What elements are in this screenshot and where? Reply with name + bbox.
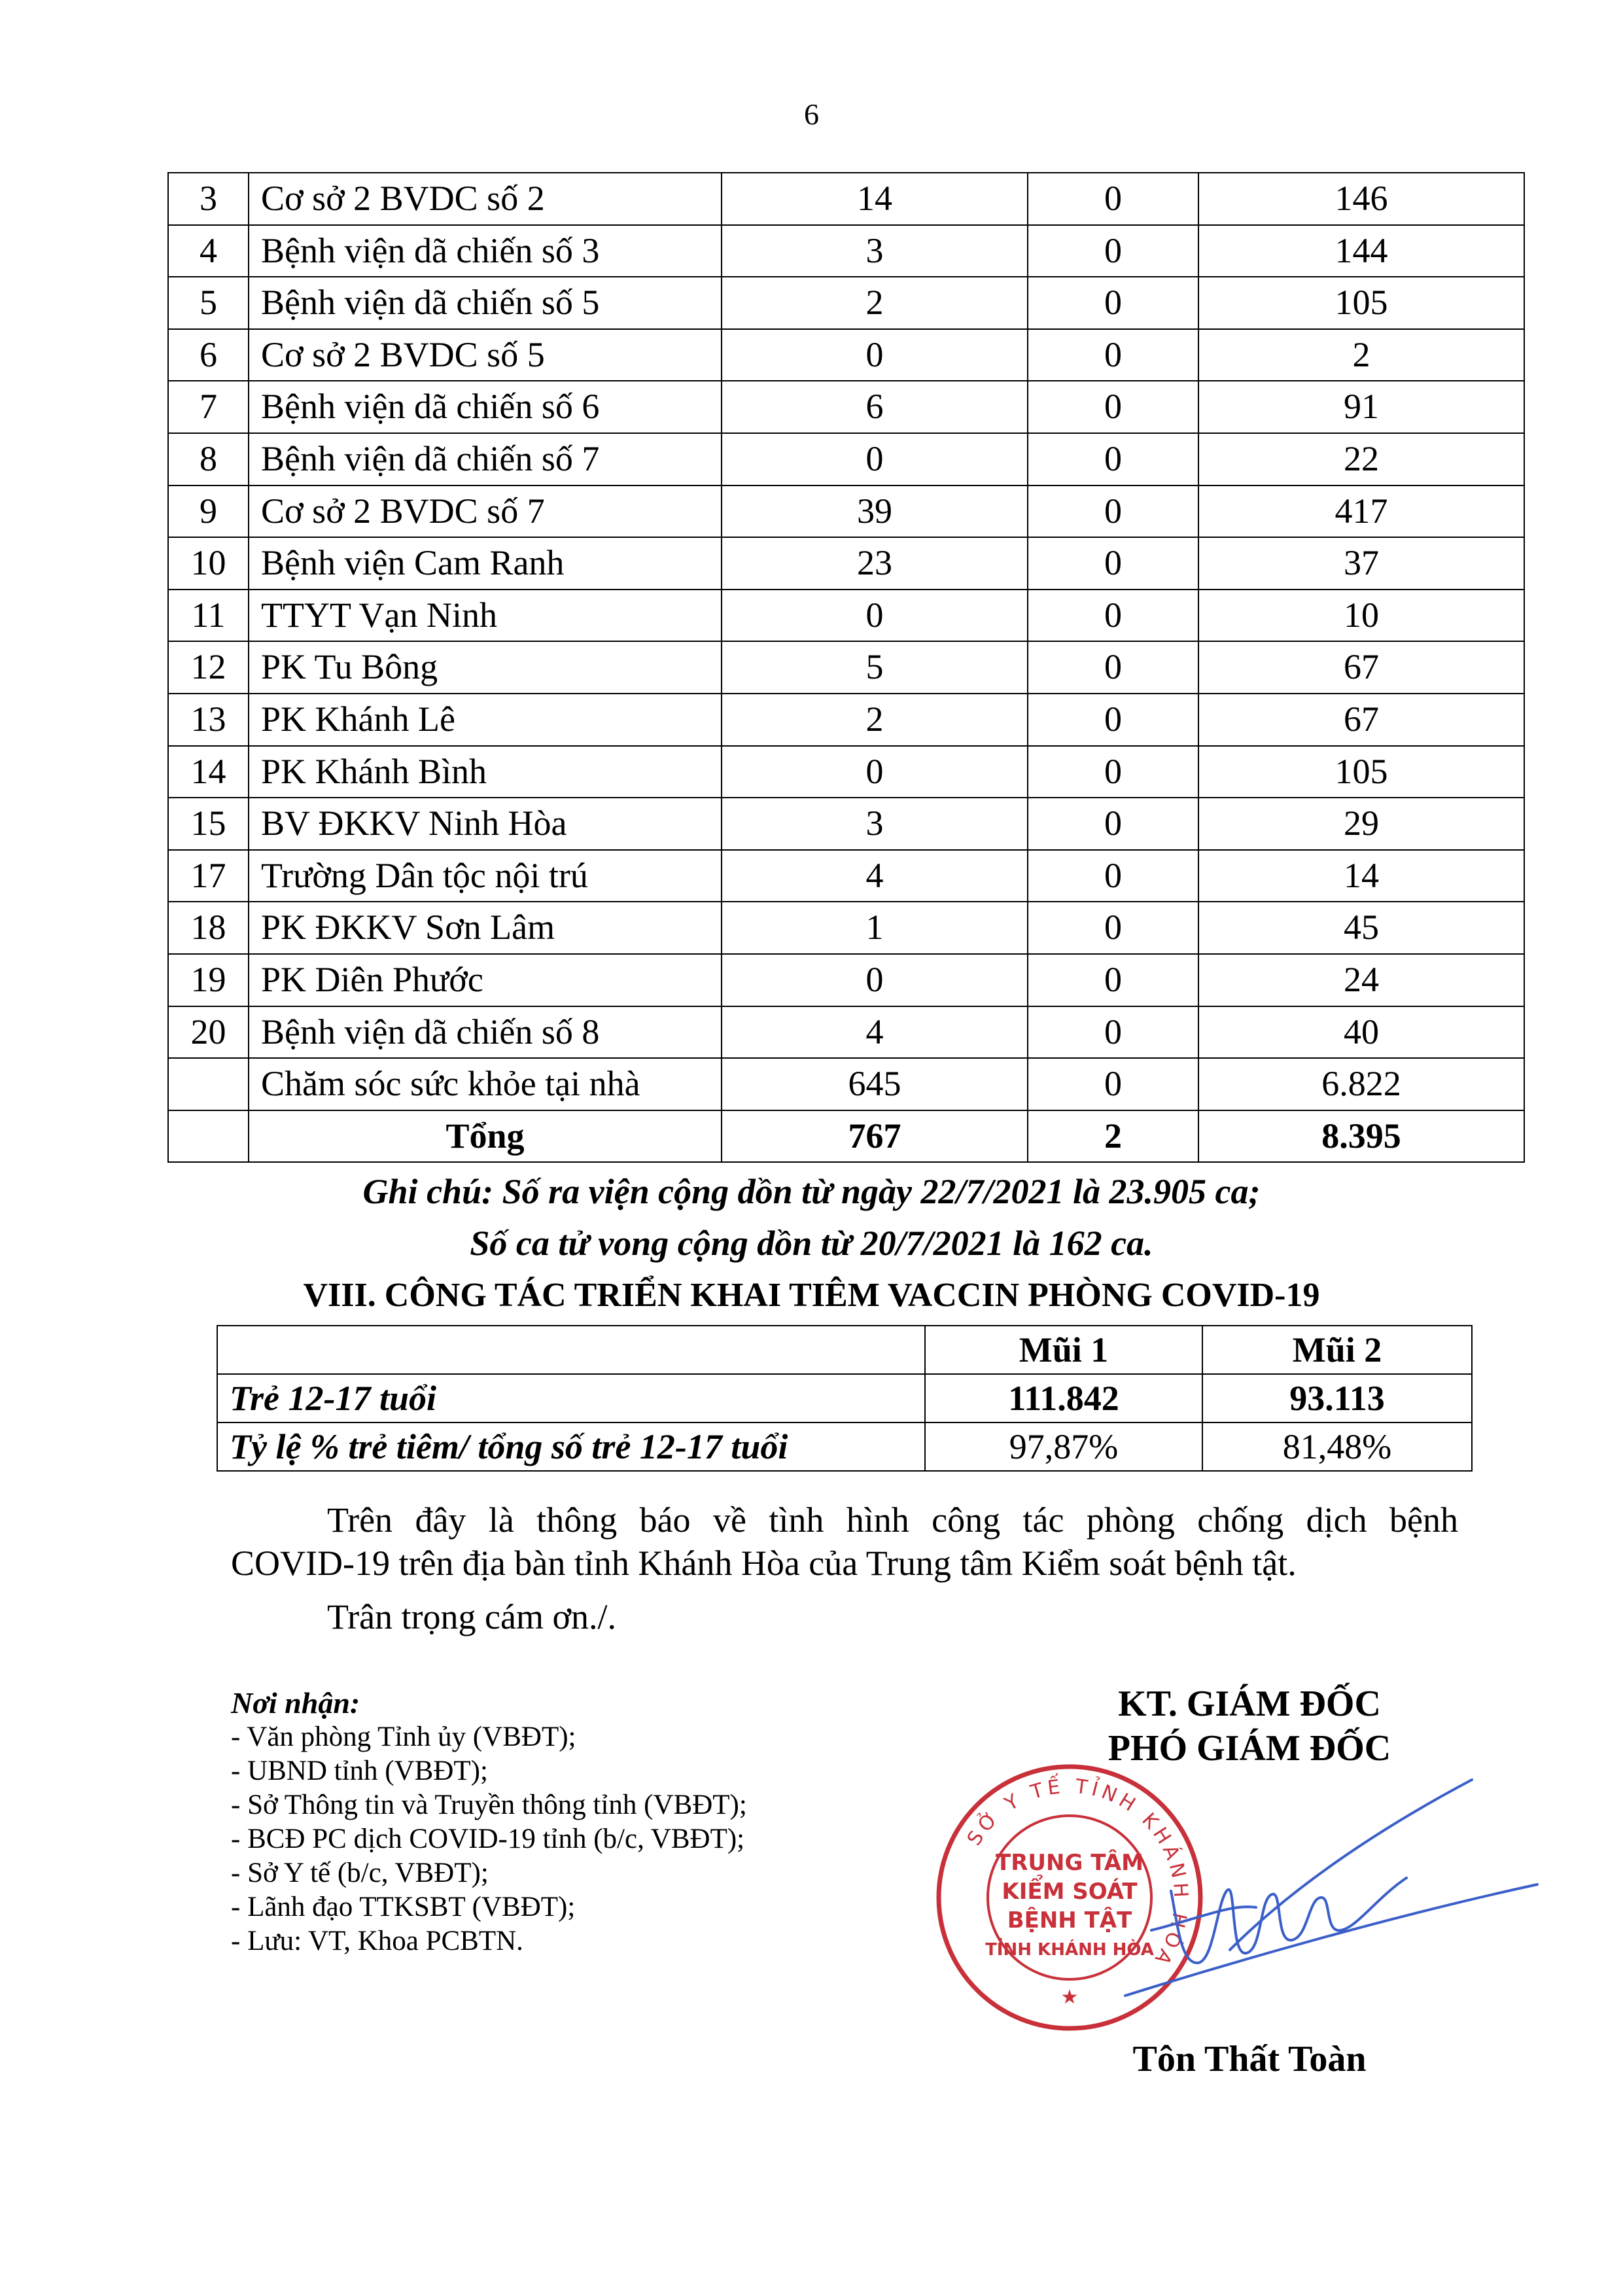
row-number: 6 <box>168 329 249 381</box>
total-label: Tổng <box>249 1110 722 1163</box>
recipients-list <box>231 1720 747 1958</box>
signature <box>890 1767 1544 2015</box>
facility-name: Trường Dân tộc nội trú <box>249 850 722 902</box>
table-row <box>168 537 1524 590</box>
table-row <box>168 902 1524 954</box>
value-col-1: 39 <box>722 486 1028 538</box>
value-col-2: 0 <box>1028 850 1198 902</box>
value-col-1: 4 <box>722 850 1028 902</box>
table-row <box>168 1006 1524 1059</box>
note-line-2: Số ca tử vong cộng dồn từ 20/7/2021 là 162 ca. <box>470 1224 1153 1263</box>
table-row <box>168 590 1524 642</box>
recipient-item: - BCĐ PC dịch COVID-19 tỉnh (b/c, VBĐT); <box>231 1824 745 1854</box>
row-number: 11 <box>168 590 249 642</box>
recipient-item: - Sở Y tế (b/c, VBĐT); <box>231 1858 489 1888</box>
table-row <box>168 798 1524 850</box>
row-number: 5 <box>168 277 249 329</box>
value-col-1: 0 <box>722 746 1028 798</box>
row-label: Tỷ lệ % trẻ tiêm/ tổng số trẻ 12-17 tuổi <box>217 1422 925 1471</box>
paragraph-line-2: COVID-19 trên địa bàn tỉnh Khánh Hòa của Trung tâm Kiểm soát bệnh tật. <box>231 1544 1297 1583</box>
row-number <box>168 1058 249 1110</box>
value-col-1: 6 <box>722 381 1028 433</box>
value-col-3: 29 <box>1198 798 1524 850</box>
stamp-text-line: BỆNH TẬT <box>1007 1907 1132 1934</box>
recipients-heading: Nơi nhận: <box>231 1686 360 1720</box>
table-row <box>168 173 1524 225</box>
paragraph-line-1: Trên đây là thông báo về tình hình công tác phòng chống dịch bệnh <box>327 1500 1458 1540</box>
table-row <box>168 225 1524 277</box>
row-number: 20 <box>168 1006 249 1059</box>
table-row <box>168 641 1524 694</box>
table-row <box>168 694 1524 746</box>
table-row <box>168 954 1524 1006</box>
value-col-2: 0 <box>1028 954 1198 1006</box>
total-row <box>168 1110 1524 1163</box>
value-col-3: 105 <box>1198 277 1524 329</box>
table-row <box>168 486 1524 538</box>
closing-paragraph <box>231 1498 1458 1585</box>
row-label: Trẻ 12-17 tuổi <box>217 1374 925 1422</box>
row-number: 19 <box>168 954 249 1006</box>
value-col-1: 645 <box>722 1058 1028 1110</box>
table-row <box>168 277 1524 329</box>
facility-name: PK ĐKKV Sơn Lâm <box>249 902 722 954</box>
header-dose-1: Mũi 1 <box>925 1326 1202 1374</box>
dose-2-rate: 81,48% <box>1202 1422 1472 1471</box>
value-col-2: 0 <box>1028 537 1198 590</box>
total-col-2: 2 <box>1028 1110 1198 1163</box>
total-col-1: 767 <box>722 1110 1028 1163</box>
facility-name: Cơ sở 2 BVDC số 7 <box>249 486 722 538</box>
value-col-2: 0 <box>1028 1058 1198 1110</box>
value-col-3: 417 <box>1198 486 1524 538</box>
value-col-2: 0 <box>1028 798 1198 850</box>
signer-title-1: KT. GIÁM ĐỐC <box>1118 1684 1381 1724</box>
value-col-1: 4 <box>722 1006 1028 1059</box>
value-col-1: 0 <box>722 590 1028 642</box>
table-row <box>168 381 1524 433</box>
value-col-3: 105 <box>1198 746 1524 798</box>
table-row <box>168 329 1524 381</box>
value-col-1: 5 <box>722 641 1028 694</box>
facility-name: PK Khánh Lê <box>249 694 722 746</box>
value-col-3: 67 <box>1198 694 1524 746</box>
table-row <box>168 1058 1524 1110</box>
value-col-1: 1 <box>722 902 1028 954</box>
total-blank <box>168 1110 249 1163</box>
recipient-item: - Lãnh đạo TTKSBT (VBĐT); <box>231 1892 576 1922</box>
value-col-3: 2 <box>1198 329 1524 381</box>
row-number: 7 <box>168 381 249 433</box>
row-number: 15 <box>168 798 249 850</box>
facility-name: PK Tu Bông <box>249 641 722 694</box>
value-col-3: 14 <box>1198 850 1524 902</box>
page-number: 6 <box>804 97 819 131</box>
row-number: 14 <box>168 746 249 798</box>
value-col-3: 45 <box>1198 902 1524 954</box>
row-number: 17 <box>168 850 249 902</box>
facility-name: BV ĐKKV Ninh Hòa <box>249 798 722 850</box>
facility-name: Cơ sở 2 BVDC số 2 <box>249 173 722 225</box>
value-col-2: 0 <box>1028 381 1198 433</box>
value-col-1: 3 <box>722 225 1028 277</box>
facility-name: Cơ sở 2 BVDC số 5 <box>249 329 722 381</box>
facility-name: TTYT Vạn Ninh <box>249 590 722 642</box>
recipient-item: - Văn phòng Tỉnh ủy (VBĐT); <box>231 1722 576 1752</box>
note-line-1: Ghi chú: Số ra viện cộng dồn từ ngày 22/7/2021 là 23.905 ca; <box>362 1172 1261 1211</box>
value-col-1: 3 <box>722 798 1028 850</box>
header-blank <box>217 1326 925 1374</box>
value-col-3: 40 <box>1198 1006 1524 1059</box>
value-col-2: 0 <box>1028 746 1198 798</box>
dose-2-value: 93.113 <box>1202 1374 1472 1422</box>
signer-titles <box>1021 1682 1478 1771</box>
row-number: 4 <box>168 225 249 277</box>
dose-1-value: 111.842 <box>925 1374 1202 1422</box>
table-row <box>168 746 1524 798</box>
value-col-2: 0 <box>1028 902 1198 954</box>
value-col-2: 0 <box>1028 486 1198 538</box>
value-col-3: 91 <box>1198 381 1524 433</box>
treatment-table <box>167 172 1525 1163</box>
value-col-1: 2 <box>722 277 1028 329</box>
signer-title-2: PHÓ GIÁM ĐỐC <box>1108 1728 1391 1769</box>
row-number: 3 <box>168 173 249 225</box>
facility-name: PK Khánh Bình <box>249 746 722 798</box>
value-col-2: 0 <box>1028 433 1198 486</box>
recipient-item: - UBND tỉnh (VBĐT); <box>231 1756 488 1786</box>
value-col-2: 0 <box>1028 694 1198 746</box>
svg-text:SỞ Y TẾ TỈNH KHÁNH HÒA: SỞ Y TẾ TỈNH KHÁNH HÒA <box>962 1775 1193 1972</box>
row-number: 12 <box>168 641 249 694</box>
value-col-3: 144 <box>1198 225 1524 277</box>
facility-name: Bệnh viện dã chiến số 6 <box>249 381 722 433</box>
dose-1-rate: 97,87% <box>925 1422 1202 1471</box>
value-col-1: 23 <box>722 537 1028 590</box>
facility-name: Bệnh viện dã chiến số 5 <box>249 277 722 329</box>
row-number: 8 <box>168 433 249 486</box>
facility-name: Bệnh viện dã chiến số 3 <box>249 225 722 277</box>
value-col-1: 14 <box>722 173 1028 225</box>
signer-name: Tôn Thất Toàn <box>1132 2039 1367 2079</box>
facility-name: PK Diên Phước <box>249 954 722 1006</box>
recipient-item: - Sở Thông tin và Truyền thông tỉnh (VBĐT); <box>231 1790 747 1820</box>
stamp-text-line: TỈNH KHÁNH HÒA <box>985 1940 1154 1960</box>
value-col-2: 0 <box>1028 225 1198 277</box>
vaccination-table <box>217 1325 1473 1472</box>
total-col-3: 8.395 <box>1198 1110 1524 1163</box>
facility-name: Bệnh viện dã chiến số 7 <box>249 433 722 486</box>
value-col-2: 0 <box>1028 590 1198 642</box>
value-col-2: 0 <box>1028 173 1198 225</box>
value-col-3: 67 <box>1198 641 1524 694</box>
facility-name: Bệnh viện Cam Ranh <box>249 537 722 590</box>
recipients-block <box>231 1686 747 1958</box>
value-col-2: 0 <box>1028 277 1198 329</box>
value-col-2: 0 <box>1028 329 1198 381</box>
stamp-text-line: TRUNG TÂM <box>996 1850 1143 1876</box>
value-col-1: 0 <box>722 329 1028 381</box>
value-col-3: 24 <box>1198 954 1524 1006</box>
value-col-3: 10 <box>1198 590 1524 642</box>
facility-name: Bệnh viện dã chiến số 8 <box>249 1006 722 1059</box>
value-col-2: 0 <box>1028 641 1198 694</box>
value-col-1: 2 <box>722 694 1028 746</box>
facility-name: Chăm sóc sức khỏe tại nhà <box>249 1058 722 1110</box>
row-number: 10 <box>168 537 249 590</box>
value-col-3: 6.822 <box>1198 1058 1524 1110</box>
table-row <box>168 850 1524 902</box>
row-number: 18 <box>168 902 249 954</box>
value-col-1: 0 <box>722 433 1028 486</box>
section-title: VIII. CÔNG TÁC TRIỂN KHAI TIÊM VACCIN PHÒNG COVID-19 <box>303 1277 1320 1314</box>
value-col-3: 146 <box>1198 173 1524 225</box>
header-dose-2: Mũi 2 <box>1202 1326 1472 1374</box>
table-row <box>168 433 1524 486</box>
vaccination-row-rate <box>217 1422 1472 1471</box>
value-col-3: 22 <box>1198 433 1524 486</box>
vaccination-header-row <box>217 1326 1472 1374</box>
row-number: 13 <box>168 694 249 746</box>
vaccination-row-count <box>217 1374 1472 1422</box>
value-col-3: 37 <box>1198 537 1524 590</box>
value-col-1: 0 <box>722 954 1028 1006</box>
row-number: 9 <box>168 486 249 538</box>
value-col-2: 0 <box>1028 1006 1198 1059</box>
recipient-item: - Lưu: VT, Khoa PCBTN. <box>231 1926 523 1956</box>
svg-text:★: ★ <box>1060 1986 1079 2009</box>
stamp-text-line: KIỂM SOÁT <box>1002 1879 1138 1905</box>
thanks-line: Trân trọng cám ơn./. <box>327 1597 617 1636</box>
